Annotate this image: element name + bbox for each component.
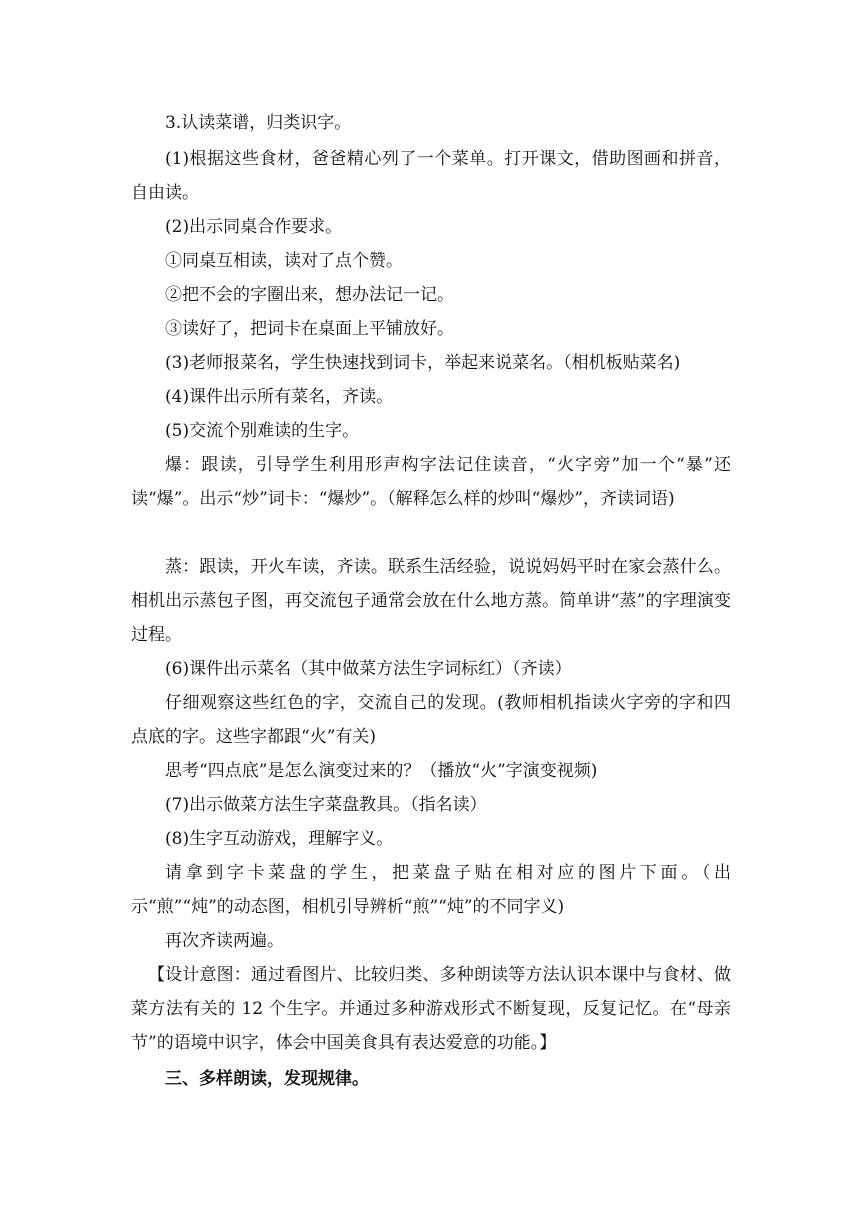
- paragraph-3: ①同桌互相读，读对了点个赞。: [165, 251, 403, 271]
- paragraph-11: (6)课件出示菜名（其中做菜方法生字词标红）（齐读）: [165, 659, 572, 679]
- paragraph-2: (2)出示同桌合作要求。: [165, 217, 343, 237]
- paragraph-9: 爆：跟读，引导学生利用形声构字法记住读音，“火字旁”加一个“暴”还读“爆”。出示“炒”词卡：“爆炒”。（解释怎么样的炒叫“爆炒”，齐读词语): [131, 455, 731, 509]
- section-heading: 三、多样朗读，发现规律。: [165, 1069, 369, 1089]
- paragraph-7: (4)课件出示所有菜名，齐读。: [165, 387, 394, 407]
- paragraph-12: 仔细观察这些红色的字，交流自己的发现。(教师相机指读火字旁的字和四点底的字。这些字都跟“火”有关): [131, 693, 731, 747]
- paragraph-1: (1)根据这些食材，爸爸精心列了一个菜单。打开课文，借助图画和拼音，自由读。: [131, 149, 731, 203]
- paragraph-15: (8)生字互动游戏，理解字义。: [165, 829, 394, 849]
- paragraph-14: (7)出示做菜方法生字菜盘教具。（指名读）: [165, 795, 487, 815]
- step-3-heading: 3.认读菜谱，归类识字。: [165, 113, 352, 133]
- paragraph-8: (5)交流个别难读的生字。: [165, 421, 360, 441]
- paragraph-10: 蒸：跟读，开火车读，齐读。联系生活经验，说说妈妈平时在家会蒸什么。相机出示蒸包子图，再交流包子通常会放在什么地方蒸。简单讲“蒸”的字理演变过程。: [131, 557, 731, 645]
- paragraph-13: 思考“四点底”是怎么演变过来的？（播放“火”字演变视频): [165, 761, 598, 781]
- paragraph-5: ③读好了，把词卡在桌面上平铺放好。: [165, 319, 454, 339]
- paragraph-16: 请拿到字卡菜盘的学生，把菜盘子贴在相对应的图片下面。（出示“煎”“炖”的动态图，相机引导辨析“煎”“炖”的不同字义): [131, 863, 731, 917]
- paragraph-6: (3)老师报菜名，学生快速找到词卡，举起来说菜名。（相机板贴菜名): [165, 353, 681, 373]
- paragraph-4: ②把不会的字圈出来，想办法记一记。: [165, 285, 454, 305]
- design-intent: 【设计意图：通过看图片、比较归类、多种朗读等方法认识本课中与食材、做菜方法有关的 12 个生字。并通过多种游戏形式不断复现，反复记忆。在“母亲节”的语境中识字，体会中国美食具有表达爱意的功能。】: [131, 965, 731, 1053]
- paragraph-17: 再次齐读两遍。: [165, 931, 284, 951]
